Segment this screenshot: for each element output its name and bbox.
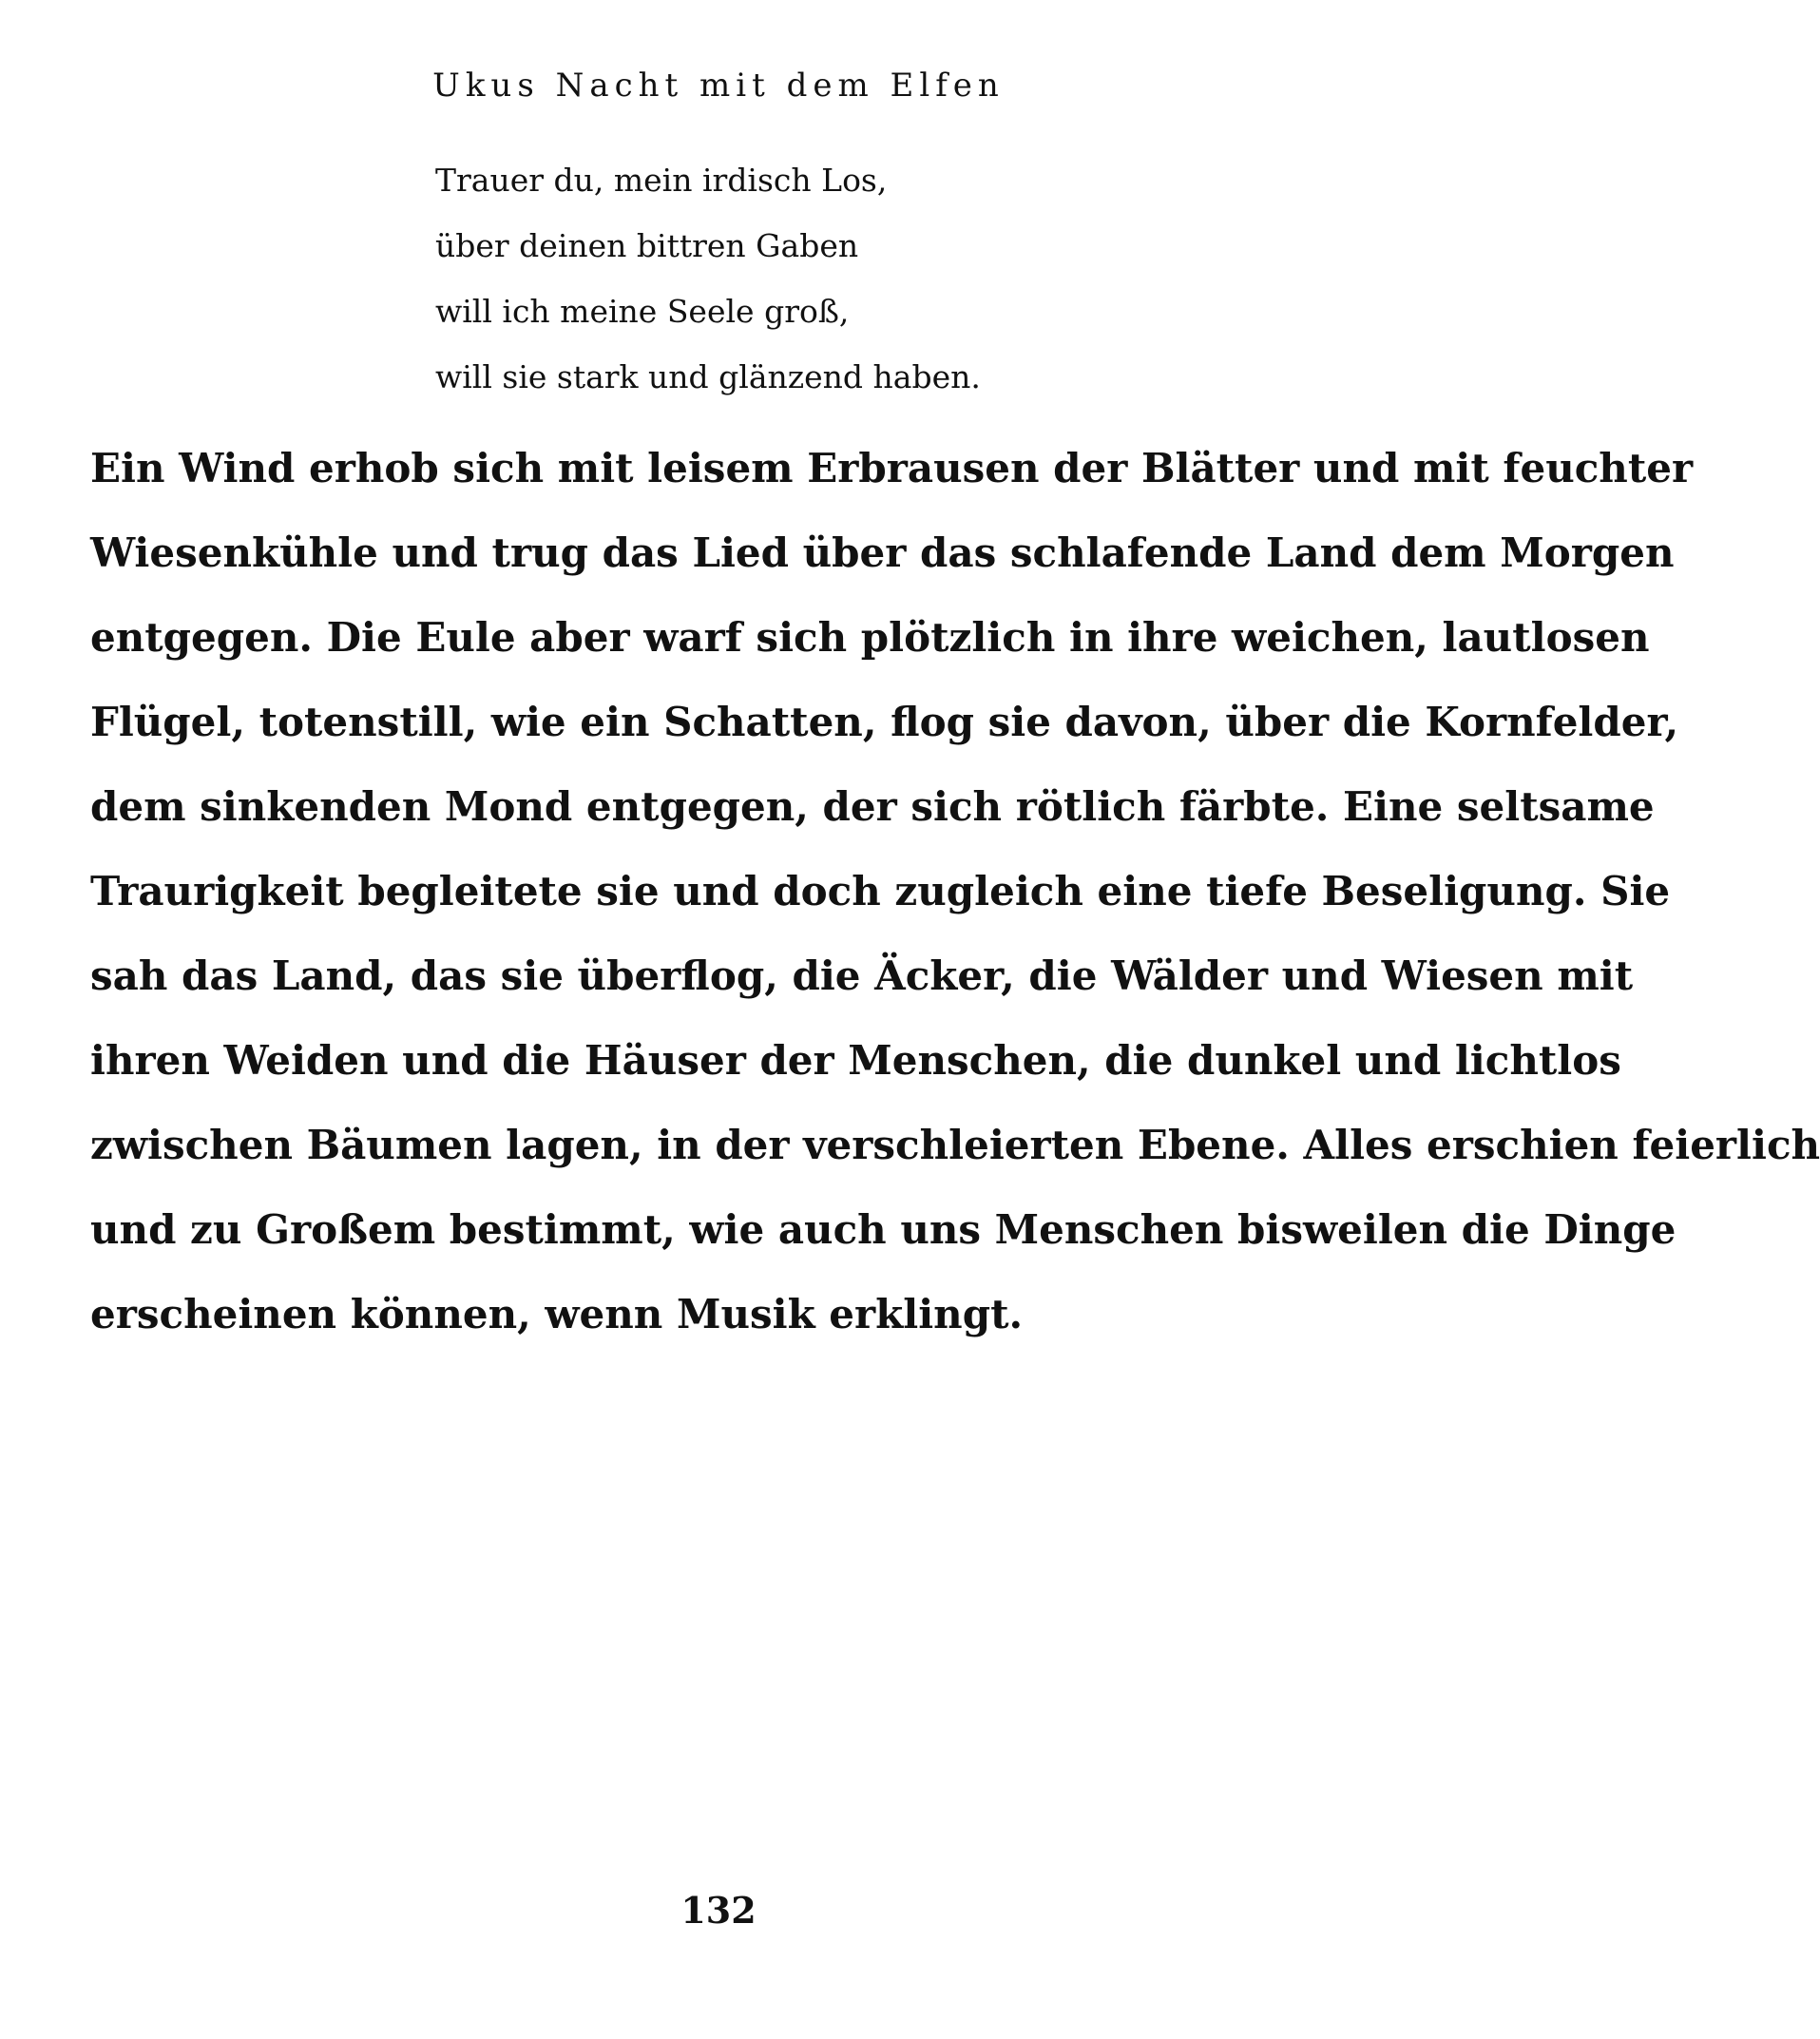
prose-line: erscheinen können, wenn Musik erklingt. xyxy=(90,1291,1024,1337)
prose-line: sah das Land, das sie überflog, die Äcker, die Wälder und Wiesen mit xyxy=(90,952,1634,999)
poem-line: Trauer du, mein irdisch Los, xyxy=(435,162,888,199)
poem-line: über deinen bittren Gaben xyxy=(435,227,859,264)
prose-line: Flügel, totenstill, wie ein Schatten, flog sie davon, über die Kornfelder, xyxy=(90,699,1679,745)
poem-line: will ich meine Seele groß, xyxy=(435,293,850,330)
prose-line: entgegen. Die Eule aber warf sich plötzlich in ihre weichen, lautlosen xyxy=(90,614,1650,661)
prose-paragraph xyxy=(90,426,1820,1356)
page-number: 132 xyxy=(680,1889,757,1932)
prose-line: und zu Großem bestimmt, wie auch uns Menschen bisweilen die Dinge xyxy=(90,1206,1676,1253)
prose-line: ihren Weiden und die Häuser der Menschen, die dunkel und lichtlos xyxy=(90,1037,1621,1084)
running-title: Ukus Nacht mit dem Elfen xyxy=(432,67,1005,105)
prose-line: Wiesenkühle und trug das Lied über das schlafende Land dem Morgen xyxy=(90,529,1675,576)
prose-line: Traurigkeit begleitete sie und doch zugleich eine tiefe Beseligung. Sie xyxy=(90,868,1671,914)
prose-line: Ein Wind erhob sich mit leisem Erbrausen der Blätter und mit feuchter xyxy=(90,445,1694,491)
prose-line: zwischen Bäumen lagen, in der verschleierten Ebene. Alles erschien feierlich xyxy=(90,1122,1820,1168)
poem-line: will sie stark und glänzend haben. xyxy=(435,358,981,395)
prose-line: dem sinkenden Mond entgegen, der sich rötlich färbte. Eine seltsame xyxy=(90,783,1655,830)
poem-stanza xyxy=(435,147,1101,410)
